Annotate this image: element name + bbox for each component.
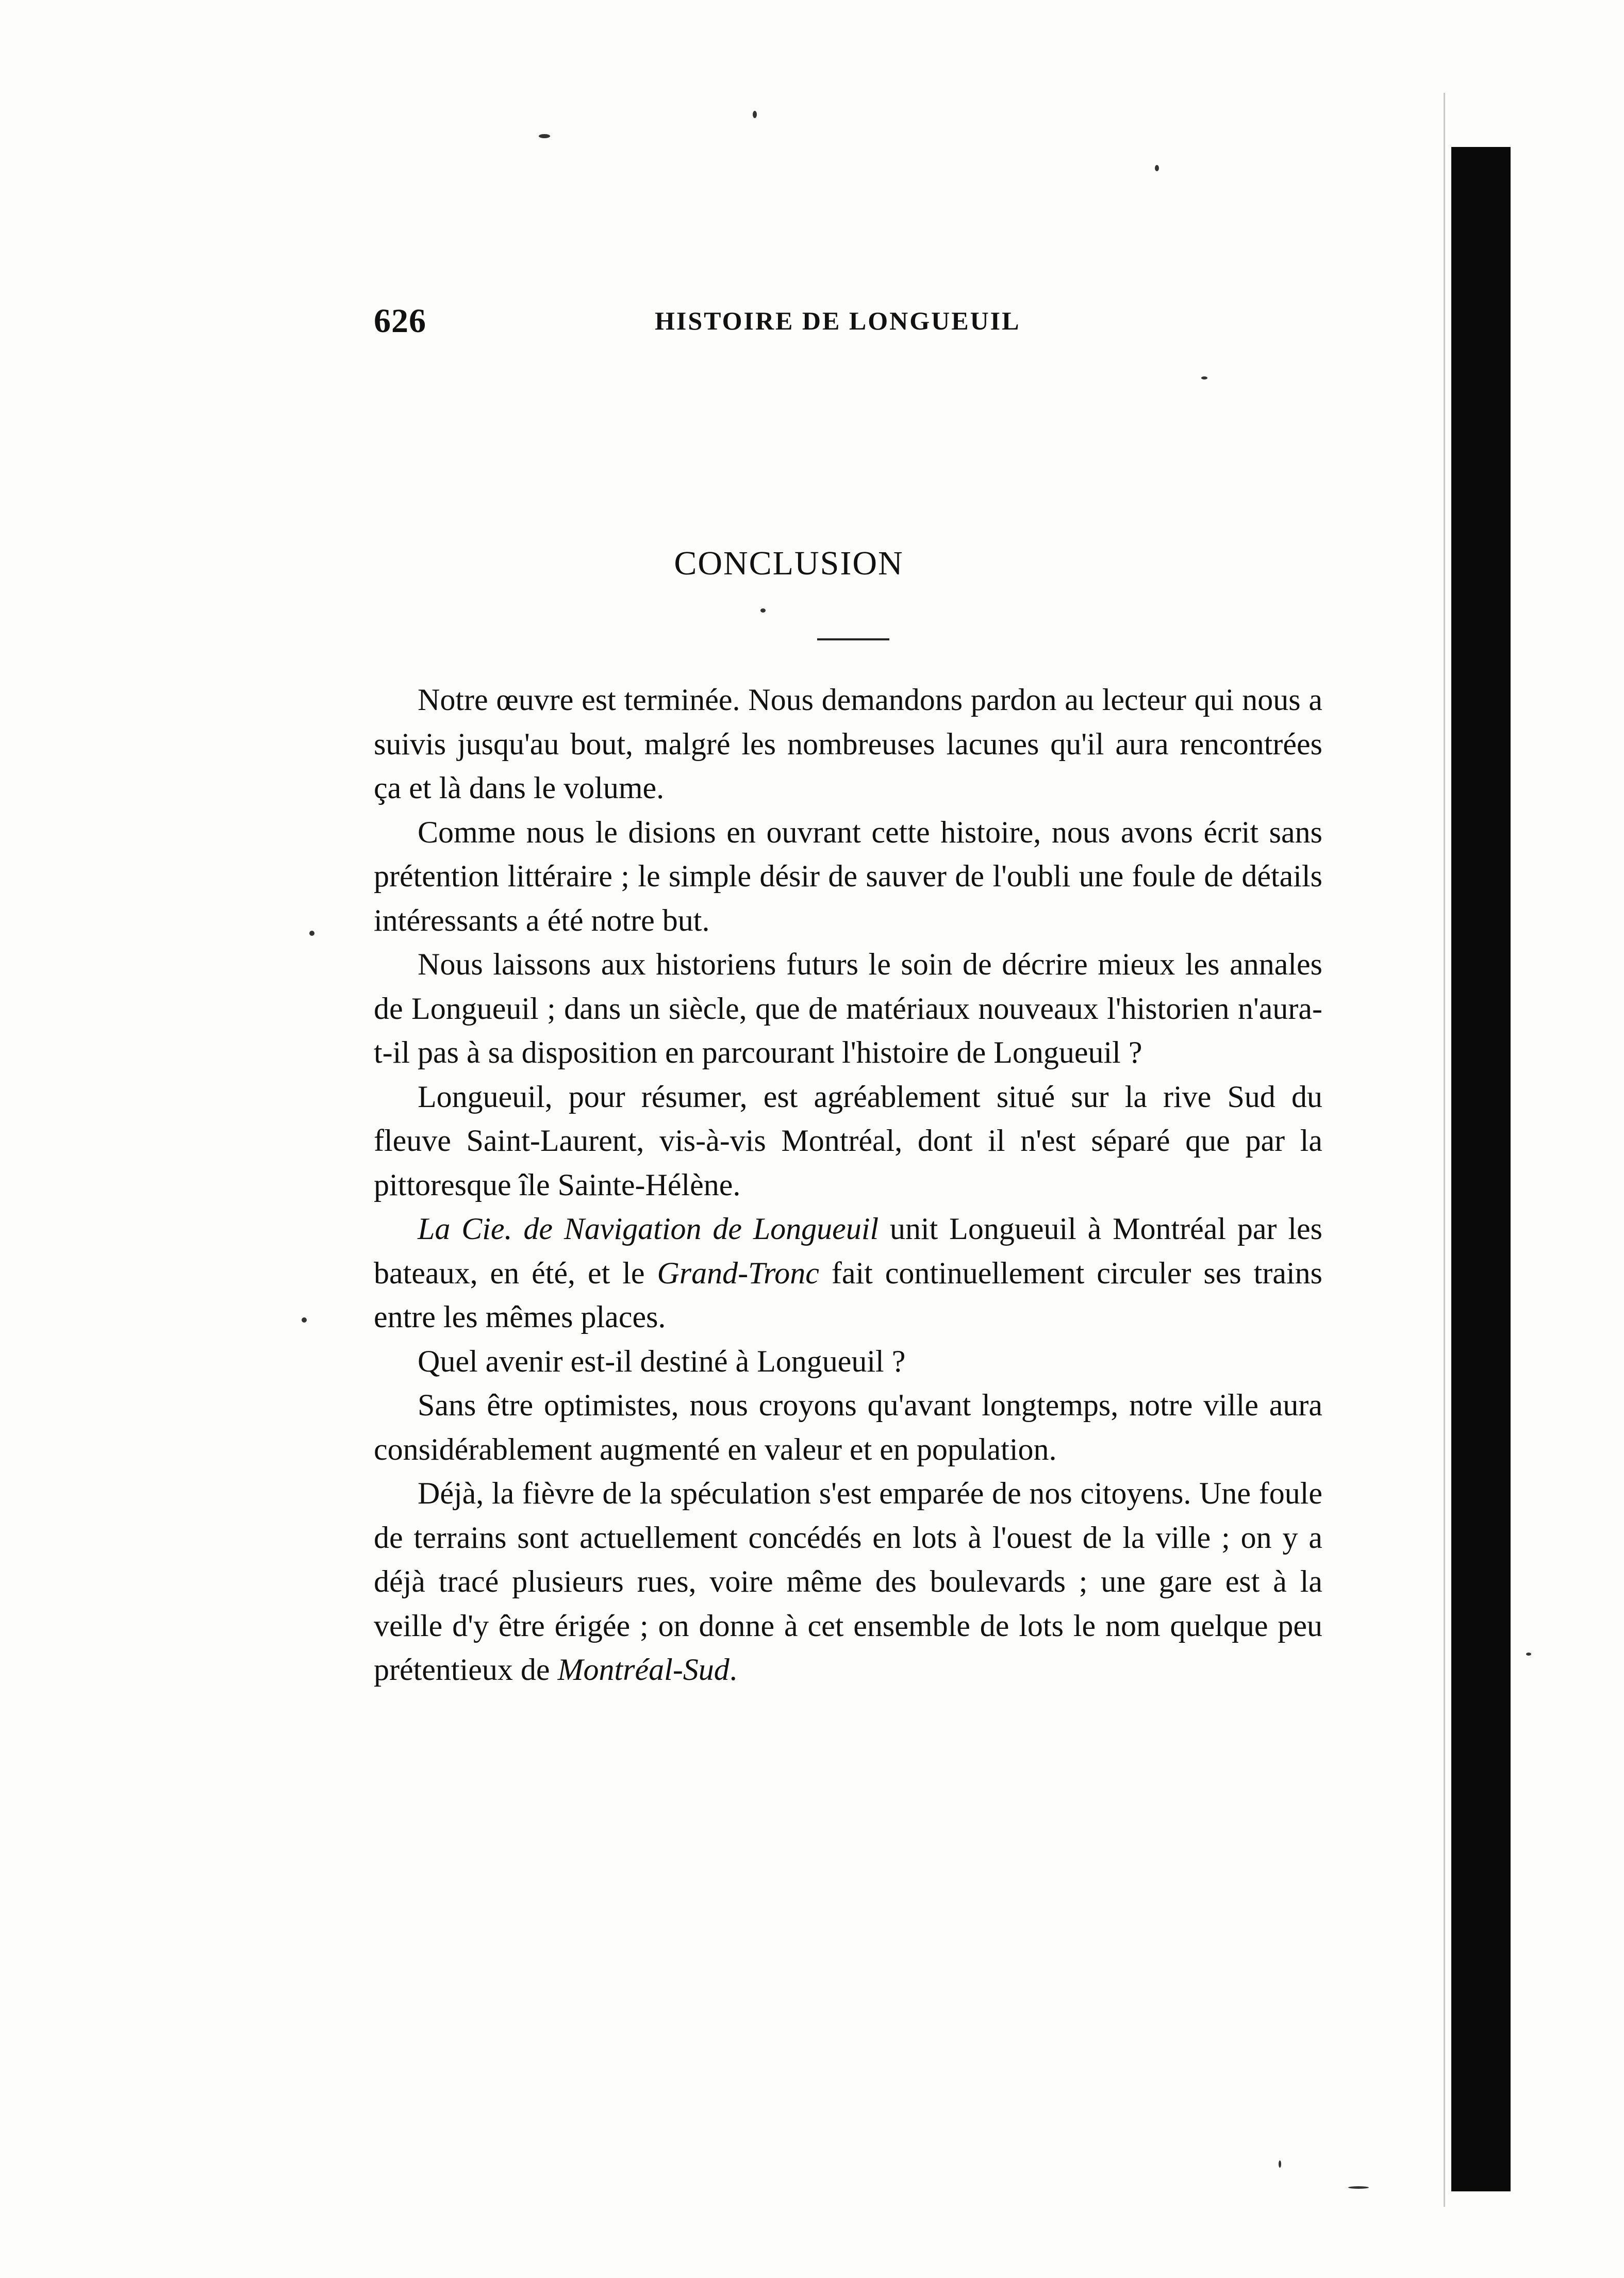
italic-place-name: Montréal-Sud: [557, 1653, 730, 1687]
scan-speck: [1155, 165, 1159, 171]
title-rule: [817, 638, 889, 640]
paragraph: Longueuil, pour résumer, est agréablement situé sur la rive Sud du fleuve Saint-Laurent, vis-à-vis Montréal, dont il n'est séparé que par la pittoresque île Sainte-Hélène.: [374, 1079, 1322, 1202]
chapter-title: CONCLUSION: [674, 544, 904, 582]
scan-speck: [309, 931, 314, 936]
page-edge-line: [1444, 93, 1445, 2207]
running-head: HISTOIRE DE LONGUEUIL: [655, 306, 1021, 335]
scan-speck: [1201, 376, 1207, 379]
scan-speck: [539, 134, 550, 138]
italic-railway-name: Grand-Tronc: [657, 1256, 819, 1290]
paragraph-text: .: [729, 1653, 737, 1687]
scan-speck: [302, 1317, 307, 1323]
paragraph-text: unit Longueuil à Montréal par les bateaux, en été, et le: [374, 1212, 1322, 1290]
paragraph-text: Déjà, la fièvre de la spéculation s'est emparée de nos citoyens. Une foule de terrains sont actuellement concédés en lots à l'ouest de la ville ; on y a déjà tracé plusieurs rues, voire même des boulevards ; une gare est à la veille d'y être érigée ; on donne à cet ensemble de lots le nom quelque peu prétentieux de: [374, 1476, 1322, 1687]
paragraph: [374, 1472, 1322, 1692]
paragraph: Notre œuvre est terminée. Nous demandons pardon au lecteur qui nous a suivis jusqu'au bout, malgré les nombreuses lacunes qu'il aura rencontrées ça et là dans le volume.: [374, 683, 1322, 805]
scan-speck: [1348, 2186, 1369, 2189]
paragraph-text: fait continuellement circuler ses trains entre les mêmes places.: [374, 1256, 1322, 1334]
paragraph: [374, 1207, 1322, 1340]
paragraph: Comme nous le disions en ouvrant cette histoire, nous avons écrit sans prétention littéraire ; le simple désir de sauver de l'oubli une foule de détails intéressants a été notre but.: [374, 815, 1322, 937]
binding-shadow: [1451, 147, 1511, 2191]
paragraph: Quel avenir est-il destiné à Longueuil ?: [418, 1344, 906, 1378]
scan-speck: [1279, 2160, 1281, 2168]
page-number: 626: [374, 302, 426, 340]
body-text: [374, 678, 1322, 1692]
scan-speck: [760, 608, 766, 613]
paragraph: Sans être optimistes, nous croyons qu'avant longtemps, notre ville aura considérablement augmenté en valeur et en population.: [374, 1388, 1322, 1466]
italic-company-name: La Cie. de Navigation de Longueuil: [418, 1212, 879, 1246]
scan-speck: [1526, 1653, 1531, 1656]
scan-speck: [753, 111, 757, 118]
paragraph: Nous laissons aux historiens futurs le soin de décrire mieux les annales de Longueuil ; dans un siècle, que de matériaux nouveaux l'historien n'aura-t-il pas à sa disposition en parcourant l'histoire de Longueuil ?: [374, 947, 1322, 1069]
running-header: [374, 302, 1059, 343]
